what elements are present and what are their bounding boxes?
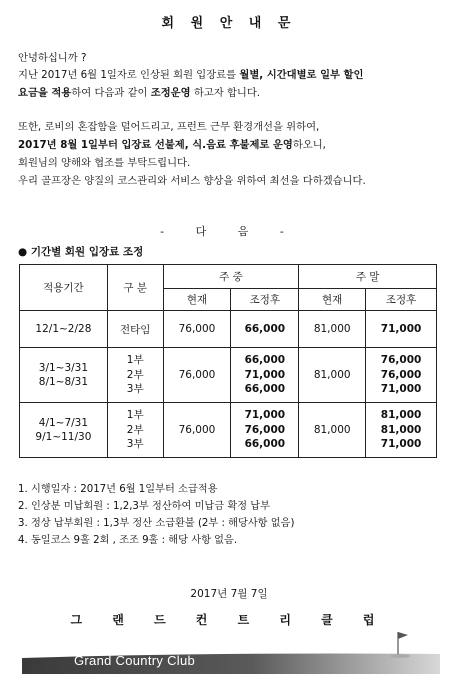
cell-wd-adjusted: [231, 348, 299, 403]
issue-date: 2017년 7월 7일: [190, 588, 268, 600]
part-label: 2부: [126, 368, 144, 381]
intro-line-2a: 요금을 적용: [18, 87, 72, 99]
part-label: 1부: [126, 409, 144, 422]
value: 71,000: [380, 383, 422, 396]
club-name: 그 랜 드 컨 트 리 클 럽: [70, 613, 388, 627]
intro-line-2c: 조정운영: [150, 87, 191, 99]
header-we-current: 현재: [299, 289, 366, 311]
intro-line-1: [18, 68, 363, 82]
table-row: [20, 311, 437, 348]
table-row: [20, 348, 437, 403]
value: 76,000: [244, 423, 286, 436]
part-label: 2부: [126, 423, 144, 436]
intro-line-5: 회원님의 양해와 협조를 부탁드립니다.: [18, 157, 191, 169]
cell-parts: [107, 348, 163, 403]
value: 71,000: [244, 368, 286, 381]
intro-line-4b: 하오니,: [292, 139, 326, 151]
note-item: 3. 정상 납부회원 : 1,3부 정산 소급환불 (2부 : 해당사항 없음): [18, 518, 295, 529]
cell-wd-adjusted: [231, 403, 299, 458]
header-wd-current: 현재: [163, 289, 231, 311]
value: 71,000: [244, 409, 286, 422]
intro-line-4a: 2017년 8월 1일부터 입장료 선불제, 식.음료 후불제로 운영: [18, 139, 293, 151]
cell-wd-current: 76,000: [163, 311, 231, 348]
part-label: 3부: [126, 438, 144, 451]
intro-line-1a: 지난 2017년 6월 1일자로 인상된 회원 입장료를: [18, 69, 240, 81]
part-label: 3부: [126, 383, 144, 396]
value: 66,000: [244, 383, 286, 396]
header-weekend: 주 말: [299, 265, 437, 289]
intro-line-2: [18, 86, 260, 100]
cell-wd-adjusted: 66,000: [231, 311, 299, 348]
flag-icon: [388, 630, 418, 658]
period-line: 3/1~3/31: [38, 361, 89, 374]
value: 66,000: [244, 438, 286, 451]
cell-we-current: 81,000: [299, 403, 366, 458]
cell-wd-current: 76,000: [163, 348, 231, 403]
section-title: ● 기간별 회원 입장료 조정: [18, 246, 144, 258]
cell-we-current: 81,000: [299, 348, 366, 403]
cell-wd-current: 76,000: [163, 403, 231, 458]
header-wd-adjusted: 조정후: [231, 289, 299, 311]
table-row: [20, 403, 437, 458]
intro-line-2b: 하여 다음과 같이: [71, 87, 151, 99]
cell-we-adjusted: [366, 403, 437, 458]
value: 76,000: [380, 354, 422, 367]
header-weekday: 주 중: [163, 265, 299, 289]
cell-we-current: 81,000: [299, 311, 366, 348]
value: 71,000: [380, 438, 422, 451]
notice-title: 회 원 안 내 문: [161, 16, 297, 31]
note-item: 4. 동일코스 9홀 2회 , 조조 9홀 : 해당 사항 없음.: [18, 535, 238, 546]
cell-period: 12/1~2/28: [20, 311, 108, 348]
header-we-adjusted: 조정후: [366, 289, 437, 311]
intro-line-3: 또한, 로비의 혼잡함을 덜어드리고, 프런트 근무 환경개선을 위하여,: [18, 121, 320, 133]
cell-type: 전타임: [107, 311, 163, 348]
greeting: 안녕하십니까 ?: [18, 52, 87, 64]
cell-we-adjusted: 71,000: [366, 311, 437, 348]
cell-we-adjusted: [366, 348, 437, 403]
note-item: 2. 인상분 미납회원 : 1,2,3부 정산하여 미납금 확정 납부: [18, 501, 270, 512]
period-line: 9/1~11/30: [35, 431, 92, 443]
header-type: 구 분: [107, 265, 163, 311]
cell-parts: [107, 403, 163, 458]
period-line: 4/1~7/31: [38, 416, 89, 429]
intro-line-1b: 월별, 시간대별로 일부 할인: [239, 69, 364, 81]
intro-line-6: 우리 골프장은 양질의 코스관리와 서비스 향상을 위하여 최선을 다하겠습니다.: [18, 175, 366, 187]
value: 81,000: [380, 423, 422, 436]
cell-period: [20, 348, 108, 403]
value: 66,000: [244, 354, 286, 367]
fee-table: [19, 264, 437, 458]
value: 76,000: [380, 368, 422, 381]
header-period: 적용기간: [20, 265, 108, 311]
note-item: 1. 시행일자 : 2017년 6월 1일부터 소급적용: [18, 484, 218, 495]
da-eum-heading: - 다 음 -: [160, 225, 298, 238]
banner-text: Grand Country Club: [74, 653, 196, 668]
period-line: 8/1~8/31: [38, 376, 89, 388]
cell-period: [20, 403, 108, 458]
value: 81,000: [380, 409, 422, 422]
intro-line-2d: 하고자 합니다.: [190, 87, 261, 99]
part-label: 1부: [126, 354, 144, 367]
intro-line-4: [18, 138, 326, 152]
